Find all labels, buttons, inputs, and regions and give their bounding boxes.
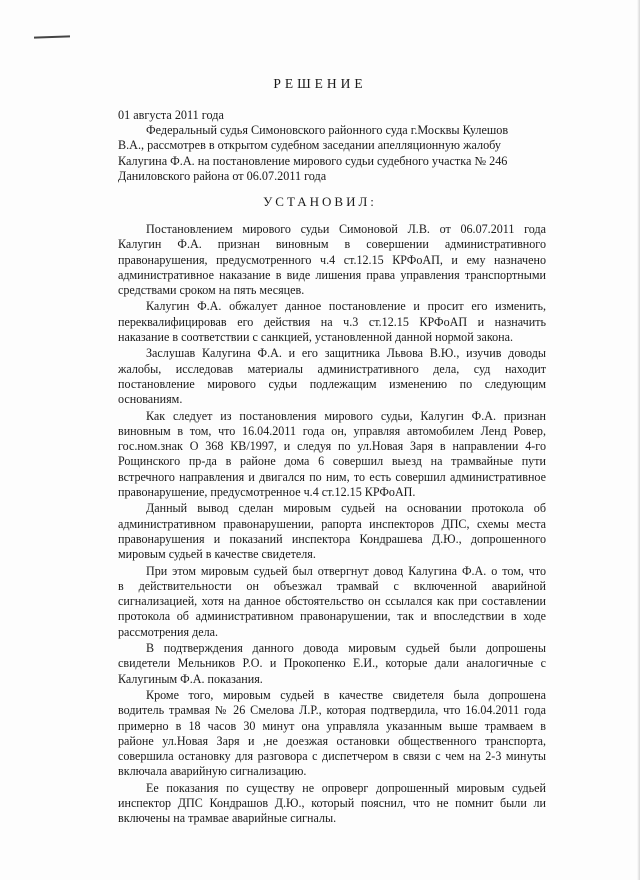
paragraph-line: районе ул.Новая Заря и ,не доезжая остановки общественного транспорта,: [118, 733, 546, 748]
paragraph-line: наказание в соответствии с санкцией, установленной данной нормой закона.: [118, 330, 514, 345]
header-line: Даниловского района от 06.07.2011 года: [118, 168, 327, 183]
paragraph: [118, 688, 546, 780]
paragraph-line: рассмотрения дела.: [118, 624, 219, 639]
paragraph-line: постановление мирового судьи подлежащим изменению по следующим: [118, 376, 546, 391]
paragraph: [118, 641, 546, 687]
paragraph-line: правонарушения, предусмотренного ч.4 ст.12.15 КРФоАП, и ему назначено: [118, 252, 546, 267]
header-line: В.А., рассмотрев в открытом судебном заседании апелляционную жалобу: [118, 138, 502, 153]
paragraph-line: инспектор ДПС Кондрашов Д.Ю., который пояснил, что не помнит были ли: [118, 795, 546, 810]
paragraph-line: совершила остановку для разговора с диспетчером в связи с чем на 2-3 минуты: [118, 749, 546, 764]
paragraph-line: гос.ном.знак О 368 КВ/1997, и следуя по ул.Новая Заря в направлении 4-го: [118, 439, 546, 454]
paragraph: [118, 346, 546, 407]
section-heading: УСТАНОВИЛ:: [263, 194, 377, 209]
paragraph-line: Калугиным Ф.А. показания.: [118, 671, 263, 686]
paragraph-line: включала аварийную сигнализацию.: [118, 764, 307, 779]
paragraph-line: Калугин Ф.А. признан виновным в совершении административного: [118, 237, 546, 252]
paragraph-line: Рощинского пр-да в районе дома 6 совершил выезд на трамвайные пути: [118, 454, 546, 469]
paragraph-line: Как следует из постановления мирового судьи, Калугин Ф.А. признан: [146, 408, 546, 423]
paragraph-line: Постановлением мирового судьи Симоновой Л.В. от 06.07.2011 года: [146, 222, 546, 236]
paragraph-line: переквалифицировав его действия на ч.3 ст.12.15 КРФоАП и назначить: [118, 314, 546, 329]
paragraph-line: мировым судьей в качестве свидетеля.: [118, 547, 316, 562]
paragraph: [118, 781, 546, 827]
paragraph-line: свидетели Мельников Р.О. и Прокопенко Е.И., которые дали аналогичные с: [118, 656, 546, 671]
document-body: [118, 222, 546, 828]
paragraph: [118, 409, 546, 501]
paragraph-line: средствами сроком на пять месяцев.: [118, 283, 305, 298]
paragraph-line: в действительности он объезжал трамвай с включенной аварийной: [118, 578, 546, 593]
paragraph-line: Данный вывод сделан мировым судьей на основании протокола об: [146, 501, 546, 516]
paragraph-line: включены на трамвае аварийные сигналы.: [118, 811, 337, 826]
paragraph-line: В подтверждения данного довода мировым судьей были допрошены: [146, 641, 546, 656]
paragraph-line: административное наказание в виде лишения права управления транспортными: [118, 267, 546, 282]
document-header: [118, 108, 538, 184]
paragraph-line: Кроме того, мировым судьей в качестве свидетеля была допрошена: [146, 687, 546, 702]
paragraph: [118, 564, 546, 640]
paragraph-line: Калугин Ф.А. обжалует данное постановление и просит его изменить,: [146, 299, 546, 314]
paragraph-line: административном правонарушении, рапорта инспекторов ДПС, схемы места: [118, 516, 546, 531]
document-date: 01 августа 2011 года: [118, 108, 224, 122]
header-line: Калугина Ф.А. на постановление мирового судьи судебного участка № 246: [118, 153, 508, 168]
paragraph: [118, 222, 546, 298]
paragraph-line: При этом мировым судьей был отвергнут довод Калугина Ф.А. о том, что: [146, 563, 546, 578]
paragraph: [118, 299, 546, 345]
paragraph-line: Заслушав Калугина Ф.А. и его защитника Львова В.Ю., изучив доводы: [146, 346, 546, 361]
paragraph-line: виновным в том, что 16.04.2011 года он, управляя автомобилем Ленд Ровер,: [118, 423, 546, 438]
scan-mark: [34, 35, 70, 38]
paragraph-line: встречного направления и двигался по ним, то есть совершил административное: [118, 469, 546, 484]
paragraph-line: водитель трамвая № 26 Смелова Л.Р., которая подтвердила, что 16.04.2011 года: [118, 703, 546, 718]
header-line: Федеральный судья Симоновского районного суда г.Москвы Кулешов: [146, 123, 509, 138]
document-title: РЕШЕНИЕ: [273, 76, 367, 91]
paragraph: [118, 501, 546, 562]
paragraph-line: сигнализацией, хотя на данное обстоятельство он ссылался как при составлении: [118, 594, 546, 609]
paragraph-line: жалобы, исследовав материалы административного дела, суд находит: [118, 361, 546, 376]
paragraph-line: примерно в 18 часов 30 минут она управляла указанным выше трамваем в: [118, 718, 546, 733]
paragraph-line: Ее показания по существу не опроверг допрошенный мировым судьей: [146, 780, 546, 795]
paragraph-line: основаниям.: [118, 392, 183, 407]
paragraph-line: правонарушение, предусмотренное ч.4 ст.12.15 КРФоАП.: [118, 485, 416, 500]
paragraph-line: протокола об административном правонарушении, так и впоследствии в ходе: [118, 609, 546, 624]
paragraph-line: правонарушения и показаний инспектора Кондрашева Д.Ю., допрошенного: [118, 531, 546, 546]
